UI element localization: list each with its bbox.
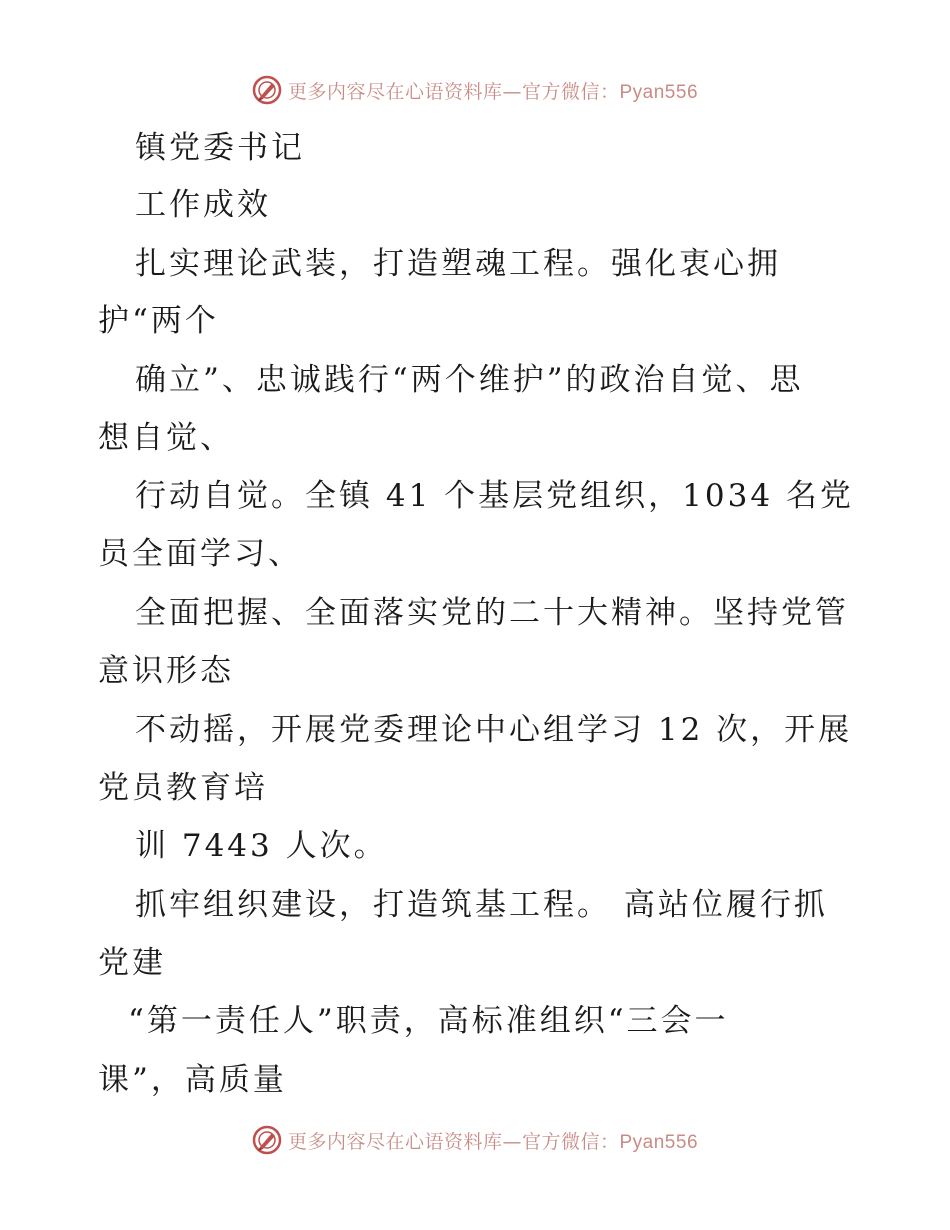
doc-line: 镇党委书记: [135, 130, 305, 166]
doc-line: 党员教育培: [98, 770, 268, 806]
header-banner-text: 更多内容尽在心语资料库—官方微信：Pyan556: [287, 80, 699, 103]
doc-line: 想自觉、: [98, 420, 234, 456]
doc-line: 确立”、忠诚践行“两个维护”的政治自觉、思: [135, 362, 804, 398]
doc-line: 抓牢组织建设，打造筑基工程。 高站位履行抓: [135, 887, 828, 923]
doc-line: 不动摇，开展党委理论中心组学习 12 次，开展: [135, 712, 853, 748]
doc-line: “第一责任人”职责，高标准组织“三会一: [128, 1003, 729, 1039]
doc-line: 扎实理论武装，打造塑魂工程。强化衷心拥: [135, 246, 781, 282]
doc-line: 员全面学习、: [98, 536, 302, 572]
doc-line: 工作成效: [135, 187, 271, 223]
pen-logo-icon: [252, 1125, 282, 1155]
doc-line: 意识形态: [98, 653, 234, 689]
header-watermark-banner: [0, 70, 950, 110]
footer-banner-text: 更多内容尽在心语资料库—官方微信：Pyan556: [287, 1130, 699, 1153]
doc-line: 党建: [98, 945, 166, 981]
doc-line: 课”，高质量: [98, 1062, 287, 1098]
doc-line: 行动自觉。全镇 41 个基层党组织，1034 名党: [135, 478, 854, 514]
pen-logo-icon: [252, 75, 282, 105]
footer-watermark-banner: [0, 1120, 950, 1160]
doc-line: 全面把握、全面落实党的二十大精神。坚持党管: [135, 595, 849, 631]
doc-line: 训 7443 人次。: [135, 828, 388, 864]
doc-line: 护“两个: [98, 303, 219, 339]
